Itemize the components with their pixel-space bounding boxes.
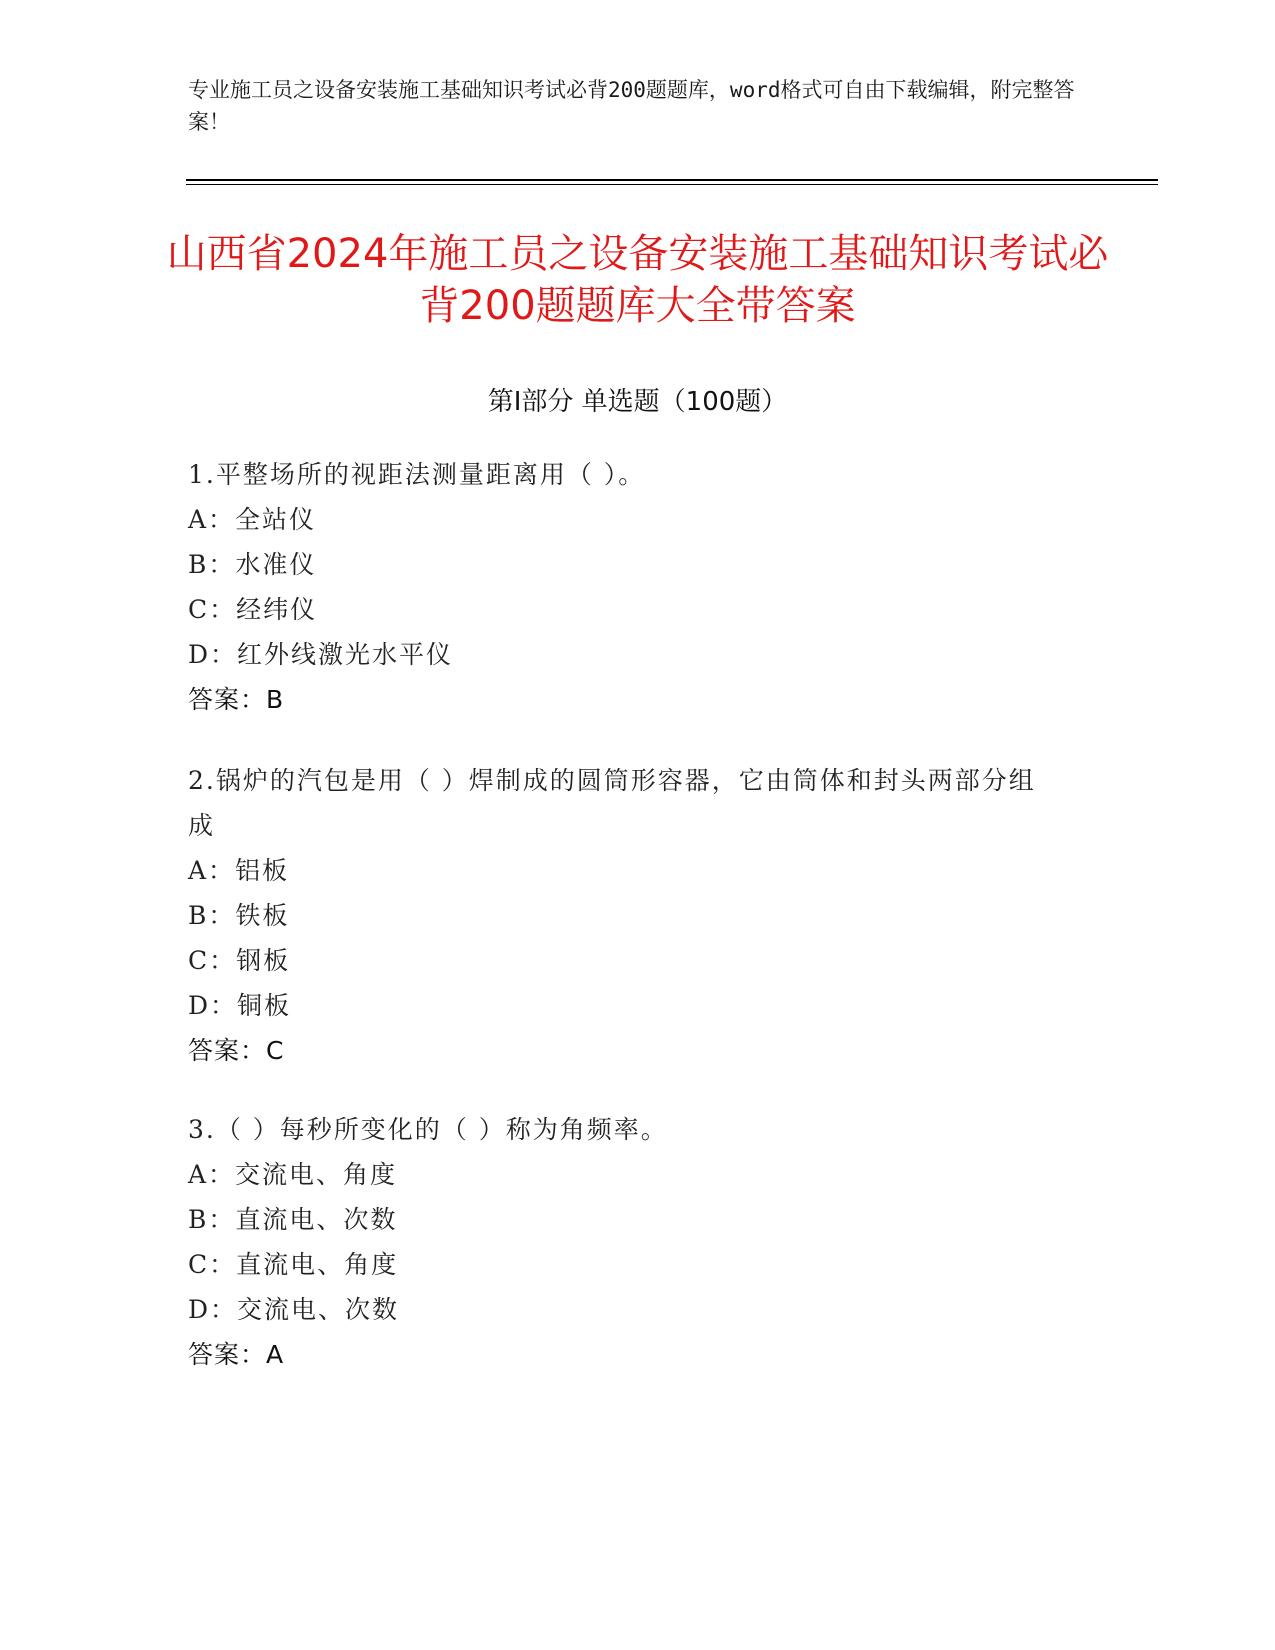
question-stem: 2.锅炉的汽包是用（ ）焊制成的圆筒形容器，它由筒体和封头两部分组成: [188, 766, 1036, 840]
question-2: [188, 758, 1048, 1073]
question-3: [188, 1107, 1088, 1377]
question-1: [188, 452, 1088, 722]
header-divider-thick: [186, 179, 1158, 181]
option-b: B：水准仪: [188, 550, 317, 579]
option-d: D：铜板: [188, 991, 292, 1020]
option-c: C：经纬仪: [188, 595, 318, 624]
answer: 答案：B: [188, 685, 285, 714]
answer: 答案：C: [188, 1036, 285, 1065]
option-c: C：钢板: [188, 946, 291, 975]
option-a: A：全站仪: [188, 505, 317, 534]
option-a: A：交流电、角度: [188, 1160, 398, 1189]
section-heading: 第Ⅰ部分 单选题（100题）: [487, 387, 788, 417]
option-d: D：交流电、次数: [188, 1295, 400, 1324]
option-b: B：直流电、次数: [188, 1205, 398, 1234]
option-d: D：红外线激光水平仪: [188, 640, 454, 669]
option-c: C：直流电、角度: [188, 1250, 399, 1279]
question-stem: 3.（ ）每秒所变化的（ ）称为角频率。: [188, 1115, 668, 1144]
option-a: A：铝板: [188, 856, 290, 885]
header-note: 专业施工员之设备安装施工基础知识考试必背200题题库，word格式可自由下载编辑，附完整答案！: [188, 78, 1075, 134]
question-stem: 1.平整场所的视距法测量距离用（ ）。: [188, 460, 646, 489]
document-title: 山西省2024年施工员之设备安装施工基础知识考试必背200题题库大全带答案: [166, 231, 1109, 329]
answer: 答案：A: [188, 1340, 285, 1369]
option-b: B：铁板: [188, 901, 290, 930]
header-divider-thin: [186, 184, 1158, 185]
